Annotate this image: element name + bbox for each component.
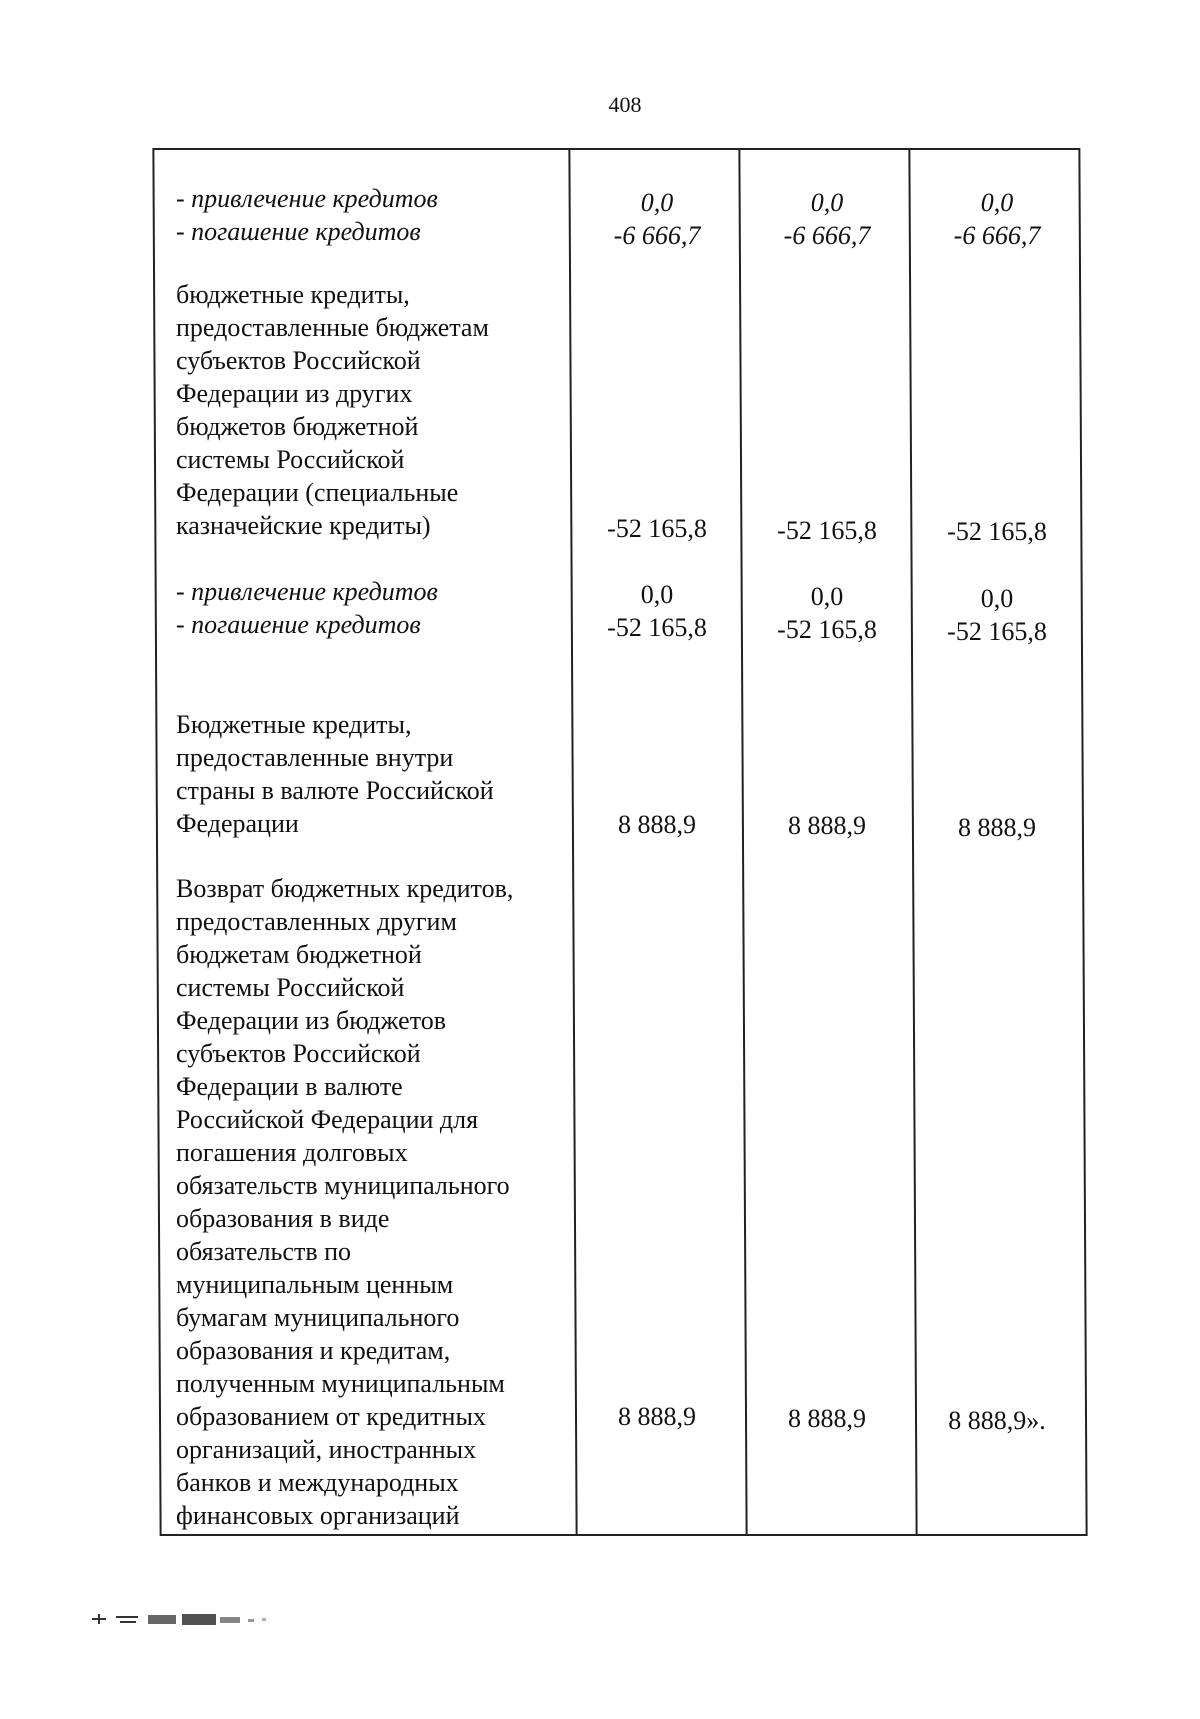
- value-cell: -6 666,7: [953, 221, 1041, 250]
- row-5-label-line: бюджетам бюджетной: [176, 940, 422, 969]
- row-1-value-col-2: [742, 186, 912, 252]
- value-cell: -6 666,7: [613, 221, 701, 250]
- scan-speck: [220, 1617, 240, 1623]
- row-2-value-col-1: -52 165,8: [607, 514, 707, 543]
- value-cell: 0,0: [640, 188, 674, 217]
- row-4-value-col-2: 8 888,9: [788, 811, 866, 840]
- row-3-value-col-3: [912, 582, 1082, 648]
- row-1-label-line: - привлечение кредитов: [176, 184, 438, 213]
- value-cell: -52 165,8: [947, 617, 1047, 646]
- row-2-label: [176, 278, 556, 542]
- value-cell: 0,0: [810, 188, 844, 217]
- page-number: 408: [608, 92, 642, 117]
- row-5-label-line: бумагам муниципального: [176, 1303, 460, 1332]
- row-5-label-line: банков и международных: [176, 1468, 459, 1497]
- row-4-label-line: Федерации: [176, 809, 299, 838]
- row-1-label-line: - погашение кредитов: [176, 217, 421, 246]
- row-3-value-col-2: [742, 580, 912, 646]
- row-4-label-line: предоставленные внутри: [176, 743, 454, 772]
- row-5-value-col-1: 8 888,9: [618, 1402, 696, 1431]
- value-cell: -52 165,8: [777, 615, 877, 644]
- scan-speck: [98, 1614, 100, 1624]
- row-5-label-line: Федерации в валюте: [176, 1072, 403, 1101]
- row-5-label-line: субъектов Российской: [176, 1039, 421, 1068]
- row-3-label: [176, 575, 556, 641]
- value-cell: 0,0: [980, 188, 1014, 217]
- row-2-label-line: Федерации (специальные: [176, 478, 459, 507]
- value-cell: -6 666,7: [783, 221, 871, 250]
- row-5-value-col-3: 8 888,9».: [948, 1406, 1046, 1435]
- row-2-label-line: казначейские кредиты): [176, 511, 431, 540]
- row-5-label-line: обязательств по: [176, 1237, 352, 1266]
- row-4-label-line: страны в валюте Российской: [176, 776, 494, 805]
- row-5-label-line: финансовых организаций: [176, 1501, 460, 1530]
- scan-speck: [248, 1619, 254, 1622]
- row-5-label-line: полученным муниципальным: [176, 1369, 505, 1398]
- row-2-label-line: системы Российской: [176, 445, 405, 474]
- row-5-value-col-2: 8 888,9: [788, 1404, 866, 1433]
- row-3-value-col-1: [572, 578, 742, 644]
- scan-speck: [148, 1615, 176, 1624]
- value-cell: -52 165,8: [607, 613, 707, 642]
- row-5-label-line: Федерации из бюджетов: [176, 1006, 446, 1035]
- scan-artifact: [92, 1612, 282, 1626]
- row-5-label-line: Возврат бюджетных кредитов,: [176, 874, 514, 903]
- row-5-label-line: образования и кредитам,: [176, 1336, 451, 1365]
- row-1-value-col-1: [572, 186, 742, 252]
- value-cell: 0,0: [980, 584, 1014, 613]
- scan-speck: [116, 1616, 138, 1618]
- row-2-label-line: Федерации из других: [176, 379, 413, 408]
- row-5-label-line: Российской Федерации для: [176, 1105, 479, 1134]
- row-5-label-line: образования в виде: [176, 1204, 390, 1233]
- row-4-label-line: Бюджетные кредиты,: [176, 710, 412, 739]
- row-2-value-col-3: -52 165,8: [947, 517, 1047, 546]
- scan-speck: [262, 1618, 266, 1621]
- row-2-value-col-2: -52 165,8: [777, 516, 877, 545]
- row-5-label-line: системы Российской: [176, 973, 405, 1002]
- column-divider-1: [568, 150, 577, 1534]
- row-2-label-line: предоставленные бюджетам: [176, 313, 489, 342]
- row-1-value-col-3: [912, 186, 1082, 252]
- scan-speck: [182, 1614, 216, 1625]
- row-2-label-line: субъектов Российской: [176, 346, 421, 375]
- row-1-label: [176, 182, 556, 248]
- row-5-label-line: обязательств муниципального: [176, 1171, 510, 1200]
- row-5-label: [176, 872, 556, 1532]
- row-5-label-line: предоставленных другим: [176, 907, 457, 936]
- scan-speck: [120, 1621, 136, 1623]
- row-5-label-line: организаций, иностранных: [176, 1435, 477, 1464]
- value-cell: 0,0: [640, 580, 674, 609]
- value-cell: 0,0: [810, 582, 844, 611]
- row-2-label-line: бюджетов бюджетной: [176, 412, 419, 441]
- row-5-label-line: погашения долговых: [176, 1138, 408, 1167]
- row-5-label-line: муниципальным ценным: [176, 1270, 454, 1299]
- row-3-label-line: - привлечение кредитов: [176, 577, 438, 606]
- column-divider-2: [738, 150, 747, 1534]
- row-4-value-col-3: 8 888,9: [958, 813, 1036, 842]
- row-2-label-line: бюджетные кредиты,: [176, 280, 410, 309]
- row-4-label: [176, 708, 556, 840]
- row-4-value-col-1: 8 888,9: [618, 810, 696, 839]
- row-3-label-line: - погашение кредитов: [176, 610, 421, 639]
- row-5-label-line: образованием от кредитных: [176, 1402, 486, 1431]
